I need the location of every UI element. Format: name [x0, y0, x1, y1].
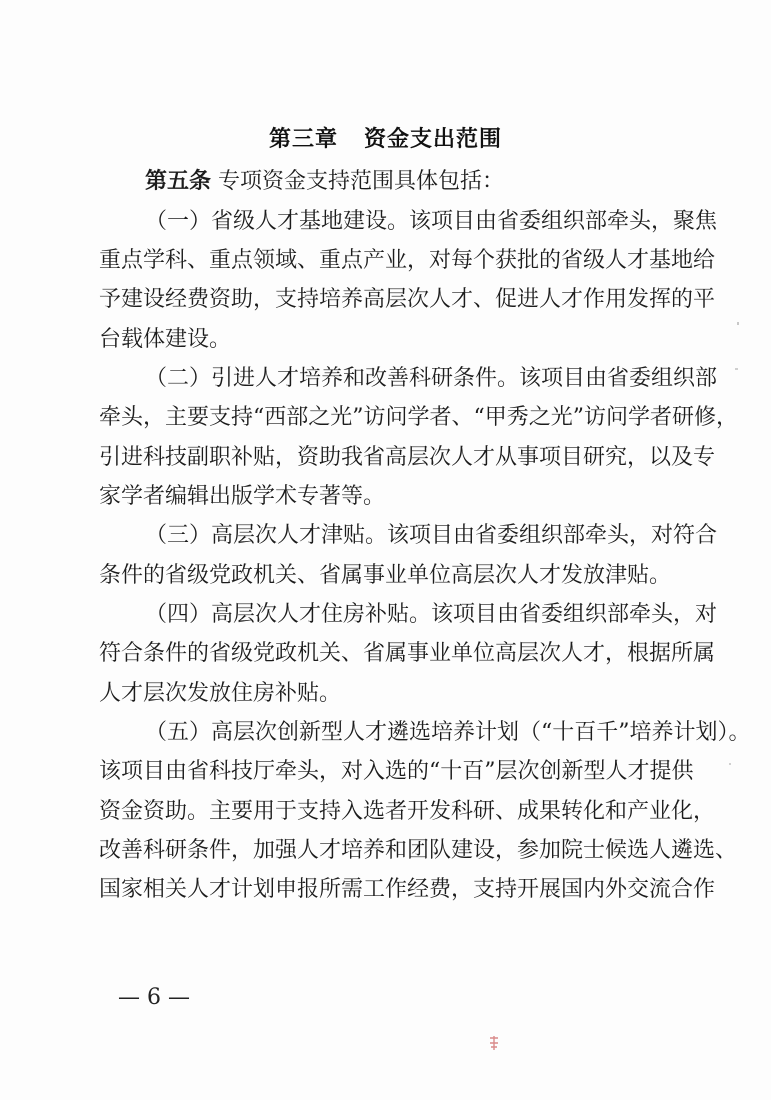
- paragraph-5-line-2: 该项目由省科技厅牵头，对入选的“十百”层次创新型人才提供: [99, 759, 694, 784]
- paragraph-5-line-1: （五）高层次创新型人才遴选培养计划（“十百千”培养计划）。: [145, 720, 751, 745]
- paragraph-4-line-2: 符合条件的省级党政机关、省属事业单位高层次人才，根据所属: [99, 641, 716, 666]
- page-number: — 6 —: [118, 985, 190, 1010]
- paragraph-3-line-2: 条件的省级党政机关、省属事业单位高层次人才发放津贴。: [99, 563, 672, 588]
- paragraph-3-line-1: （三）高层次人才津贴。该项目由省委组织部牵头，对符合: [145, 523, 718, 548]
- paragraph-1-line-1: （一）省级人才基地建设。该项目由省委组织部牵头，聚焦: [145, 209, 718, 234]
- paragraph-2-line-4: 家学者编辑出版学术专著等。: [99, 484, 386, 509]
- paragraph-4-line-3: 人才层次发放住房补贴。: [99, 681, 342, 706]
- paragraph-5-line-5: 国家相关人才计划申报所需工作经费，支持开展国内外交流合作: [99, 877, 716, 902]
- paragraph-2-line-2: 牵头，主要支持“西部之光”访问学者、“甲秀之光”访问学者研修，: [99, 405, 738, 430]
- paragraph-1-line-2: 重点学科、重点领域、重点产业，对每个获批的省级人才基地给: [99, 248, 716, 273]
- paragraph-2-line-1: （二）引进人才培养和改善科研条件。该项目由省委组织部: [145, 366, 718, 391]
- paragraph-2-line-3: 引进科技副职补贴，资助我省高层次人才从事项目研究，以及专: [99, 445, 716, 470]
- article-heading: [145, 167, 504, 197]
- paragraph-4-line-1: （四）高层次人才住房补贴。该项目由省委组织部牵头，对: [145, 602, 718, 627]
- article-intro: 专项资金支持范围具体包括：: [218, 169, 505, 194]
- paragraph-1-line-3: 予建设经费资助，支持培养高层次人才、促进人才作用发挥的平: [99, 287, 716, 312]
- article-label: 第五条: [145, 169, 212, 194]
- red-stamp-fragment-icon: [488, 1035, 500, 1051]
- paragraph-1-line-4: 台载体建设。: [99, 327, 232, 352]
- scan-speck: [735, 368, 738, 370]
- paragraph-5-line-3: 资金资助。主要用于支持入选者开发科研、成果转化和产业化，: [99, 799, 716, 824]
- paragraph-5-line-4: 改善科研条件，加强人才培养和团队建设，参加院士候选人遴选、: [99, 838, 738, 863]
- chapter-title: 第三章 资金支出范围: [269, 127, 502, 152]
- scan-speck: [737, 322, 739, 325]
- scan-speck: [729, 763, 731, 765]
